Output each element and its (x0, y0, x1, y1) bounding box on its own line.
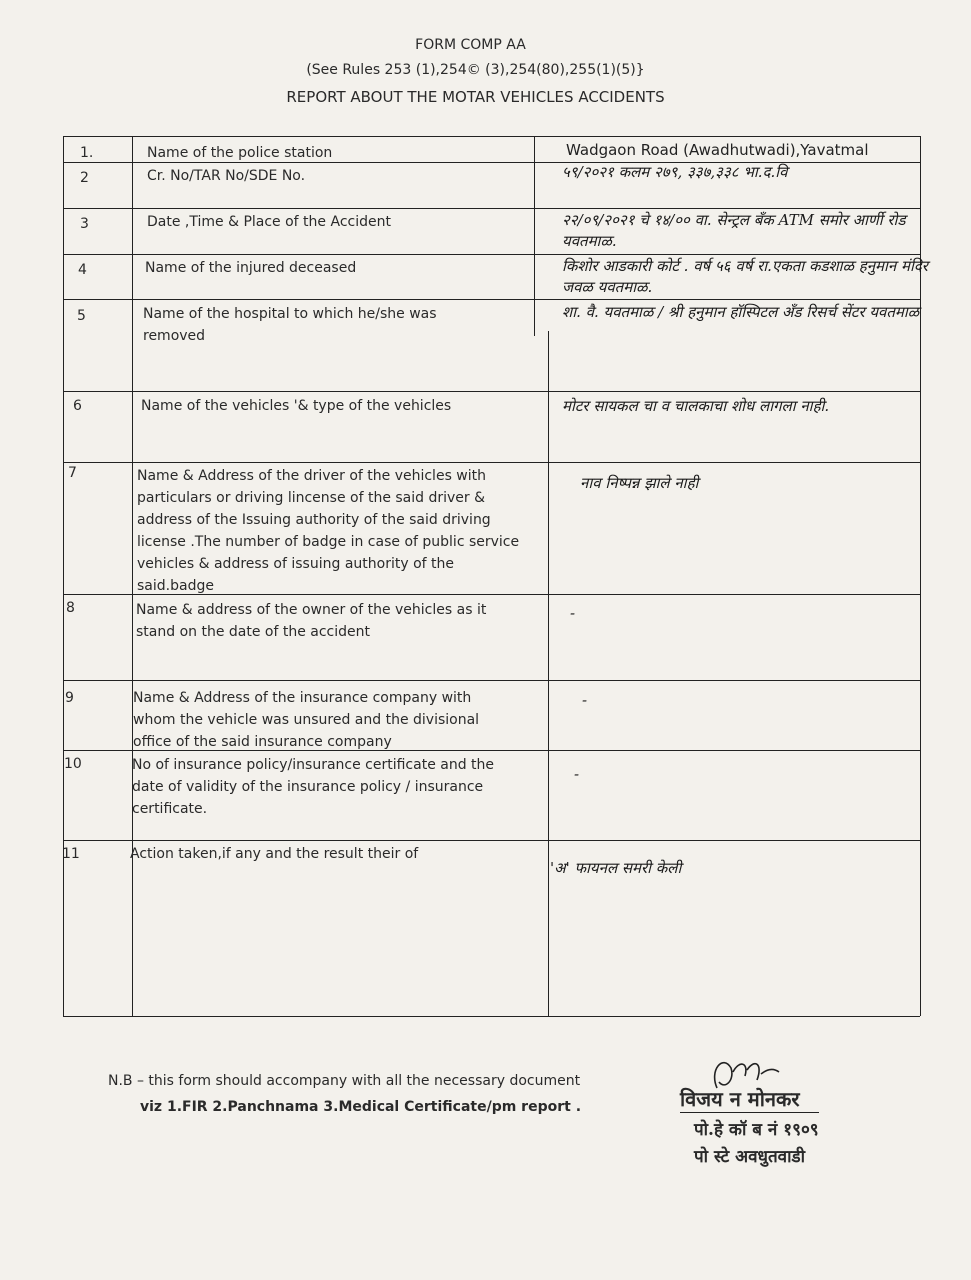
row-number: 1. (80, 145, 94, 161)
row-label-date-time-place: Date ,Time & Place of the Accident (147, 214, 391, 230)
row-number: 6 (73, 398, 82, 414)
row-number: 10 (64, 756, 82, 772)
row-label-insurance-company: Name & Address of the insurance company with whom the vehicle was unsured and the divisional office of the said insurance company (133, 690, 480, 750)
row-label-hospital: Name of the hospital to which he/she was removed (143, 306, 437, 344)
row-label-cr-no: Cr. No/TAR No/SDE No. (147, 168, 306, 184)
row-label-action-taken: Action taken,if any and the result their of (130, 846, 419, 862)
row-label-owner: Name & address of the owner of the vehicles as it stand on the date of the accident (136, 602, 487, 640)
value-injured: किशोर आडकारी कोर्ट . वर्ष ५६ वर्ष रा.एकता कडशाळ हनुमान मंदिर जवळ यवतमाळ. (562, 257, 928, 296)
note-line-2: viz 1.FIR 2.Panchnama 3.Medical Certificate/pm report . (140, 1099, 582, 1115)
signatory-designation: पो.हे कॉ ब नं १९०९ (694, 1120, 819, 1140)
signatory-station: पो स्टे अवधुतवाडी (694, 1147, 806, 1167)
signatory-name: विजय न मोनकर (680, 1085, 819, 1113)
row-number: 11 (62, 846, 80, 862)
value-driver: नाव निष्पन्न झाले नाही (580, 474, 699, 492)
row-number: 7 (68, 465, 77, 481)
value-hospital: शा. वै. यवतमाळ / श्री हनुमान हॉस्पिटल अँड रिसर्च सेंटर यवतमाळ (562, 303, 920, 321)
row-number: 9 (65, 690, 74, 706)
row-number: 5 (77, 308, 86, 324)
signature-stamp (680, 1085, 819, 1167)
row-number: 3 (80, 216, 89, 232)
report-title: REPORT ABOUT THE MOTAR VEHICLES ACCIDENTS (286, 88, 665, 106)
value-insurance-policy: - (574, 765, 580, 783)
rules-reference: (See Rules 253 (1),254© (3),254(80),255(1)(5)} (306, 62, 645, 78)
value-date-time-place: २२/०९/२०२१ चे १४/०० वा. सेन्ट्रल बँक ATM समोर आर्णी रोड यवतमाळ. (562, 211, 906, 250)
row-label-vehicles: Name of the vehicles '& type of the vehicles (141, 398, 452, 414)
row-number: 2 (80, 170, 89, 186)
value-owner: - (570, 604, 576, 622)
value-insurance-company: - (582, 691, 588, 709)
value-action-taken: 'अ' फायनल समरी केली (550, 859, 682, 877)
note-line-1: N.B – this form should accompany with all the necessary document (108, 1073, 581, 1089)
form-title: FORM COMP AA (415, 37, 526, 53)
value-cr-no: ५९/२०२१ कलम २७९, ३३७,३३८ भा.द.वि (562, 163, 788, 181)
row-label-injured: Name of the injured deceased (145, 260, 357, 276)
row-number: 8 (66, 600, 75, 616)
row-label-driver: Name & Address of the driver of the vehicles with particulars or driving lincense of the said driver & address of the Issuing authority of the said driving license .The number of badge in case of public service vehicles & address of issuing authority of the said.badge (137, 468, 520, 594)
value-police-station: Wadgaon Road (Awadhutwadi),Yavatmal (566, 141, 869, 159)
row-number: 4 (78, 262, 87, 278)
row-label-insurance-policy: No of insurance policy/insurance certificate and the date of validity of the insurance policy / insurance certificate. (132, 757, 495, 817)
value-vehicles: मोटर सायकल चा व चालकाचा शोध लागला नाही. (562, 397, 830, 415)
row-label-police-station: Name of the police station (147, 145, 333, 161)
footer-note (108, 1068, 581, 1120)
